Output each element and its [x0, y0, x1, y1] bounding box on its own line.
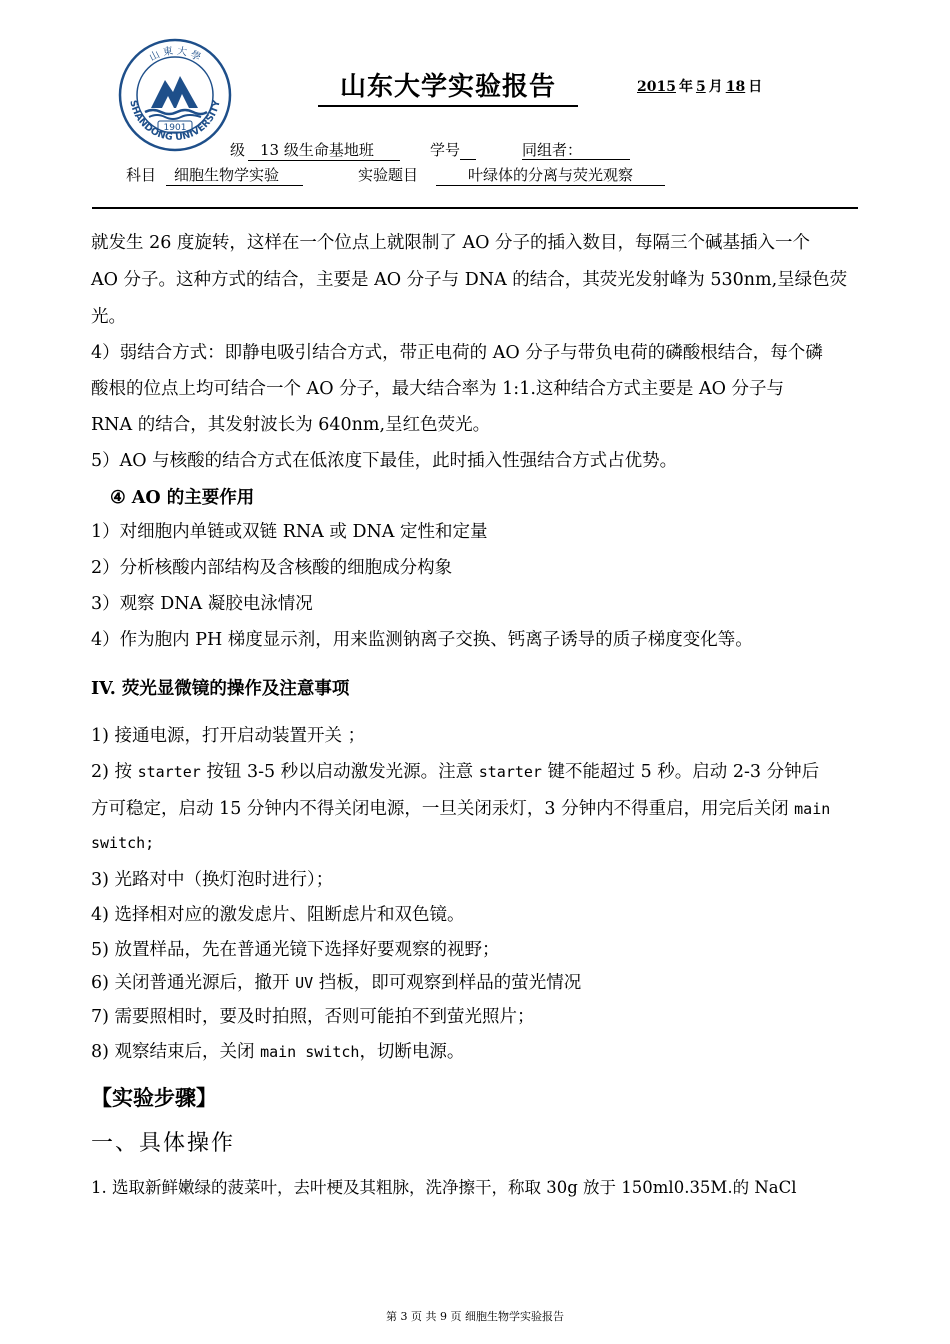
list-item: 4）作为胞内 PH 梯度显示剂，用来监测钠离子交换、钙离子诱导的质子梯度变化等。 — [91, 630, 753, 650]
paragraph-line: 光。 — [91, 307, 126, 327]
paragraph-line: 就发生 26 度旋转，这样在一个位点上就限制了 AO 分子的插入数目，每隔三个碱基插入一个 — [91, 233, 811, 253]
paragraph-line: RNA 的结合，其发射波长为 640nm,呈红色荧光。 — [91, 415, 491, 435]
class-field — [248, 139, 400, 161]
page-footer: 第 3 页 共 9 页 细胞生物学实验报告 — [386, 1310, 564, 1323]
section-heading-iv: IV. 荧光显微镜的操作及注意事项 — [91, 679, 350, 699]
seal-bottom-text: SHANDONG UNIVERSITY — [127, 99, 223, 144]
student-id-field — [430, 139, 476, 160]
partner-field — [522, 139, 630, 160]
paragraph-line: switch; — [91, 834, 155, 852]
list-item: 5) 放置样品，先在普通光镜下选择好要观察的视野； — [91, 940, 500, 960]
section-heading-steps: 【实验步骤】 — [91, 1085, 217, 1110]
list-item: 2) 按 starter 按钮 3-5 秒以启动激发光源。注意 starter 键不能超过 5 秒。启动 2-3 分钟后 — [91, 762, 820, 782]
seal-year: 1901 — [163, 123, 187, 133]
list-item: 1. 选取新鲜嫩绿的菠菜叶，去叶梗及其粗脉，洗净擦干，称取 30g 放于 150ml0.35M.的 NaCl — [91, 1178, 797, 1197]
class-label: 级 — [230, 141, 246, 159]
list-item: 6) 关闭普通光源后，撤开 UV 挡板，即可观察到样品的萤光情况 — [91, 973, 582, 993]
paragraph-line: 酸根的位点上均可结合一个 AO 分子，最大结合率为 1:1.这种结合方式主要是 AO 分子与 — [91, 379, 785, 399]
student-id-label: 学号 — [430, 141, 461, 159]
partner-label: 同组者： — [522, 141, 630, 160]
topic-label: 实验题目 — [358, 166, 419, 184]
paragraph-line: AO 分子。这种方式的结合，主要是 AO 分子与 DNA 的结合，其荧光发射峰为 530nm,呈绿色荧 — [91, 270, 848, 290]
paragraph-line: 方可稳定，启动 15 分钟内不得关闭电源，一旦关闭汞灯，3 分钟内不得重启，用完后关闭 main — [91, 799, 831, 819]
student-id-value — [460, 141, 476, 160]
svg-text:山 東 大 學 — [147, 44, 203, 64]
report-date: 2015 年 5 月 18 日 — [637, 79, 763, 95]
class-value: 13 级生命基地班 — [248, 139, 400, 161]
subject-label: 科目 — [126, 166, 157, 184]
subject-field — [166, 164, 303, 186]
topic-value: 叶绿体的分离与荧光观察 — [436, 164, 665, 186]
list-item: 3) 光路对中（换灯泡时进行）； — [91, 870, 334, 890]
university-seal-logo — [118, 38, 232, 152]
topic-field — [436, 164, 665, 186]
paragraph-line: 4）弱结合方式：即静电吸引结合方式，带正电荷的 AO 分子与带负电荷的磷酸根结合，每个磷 — [91, 343, 823, 363]
subject-value: 细胞生物学实验 — [166, 164, 303, 186]
list-item: 7) 需要照相时，要及时拍照，否则可能拍不到萤光照片； — [91, 1007, 535, 1027]
header-divider — [92, 207, 858, 209]
paragraph-line: 5）AO 与核酸的结合方式在低浓度下最佳，此时插入性强结合方式占优势。 — [91, 451, 678, 471]
list-item: 3）观察 DNA 凝胶电泳情况 — [91, 594, 313, 614]
list-item: 8) 观察结束后，关闭 main switch，切断电源。 — [91, 1042, 465, 1062]
report-title: 山东大学实验报告 — [318, 66, 578, 107]
section-heading-ao-role: ④ AO 的主要作用 — [110, 488, 255, 508]
list-item: 1) 接通电源，打开启动装置开关 ； — [91, 726, 366, 746]
list-item: 1）对细胞内单链或双链 RNA 或 DNA 定性和定量 — [91, 522, 488, 542]
list-item: 4) 选择相对应的激发虑片、阻断虑片和双色镜。 — [91, 905, 465, 925]
seal-top-text: 山 東 大 學 — [147, 45, 203, 64]
list-item: 2）分析核酸内部结构及含核酸的细胞成分构象 — [91, 558, 453, 578]
subsection-heading-operations: 一、具体操作 — [91, 1131, 236, 1156]
